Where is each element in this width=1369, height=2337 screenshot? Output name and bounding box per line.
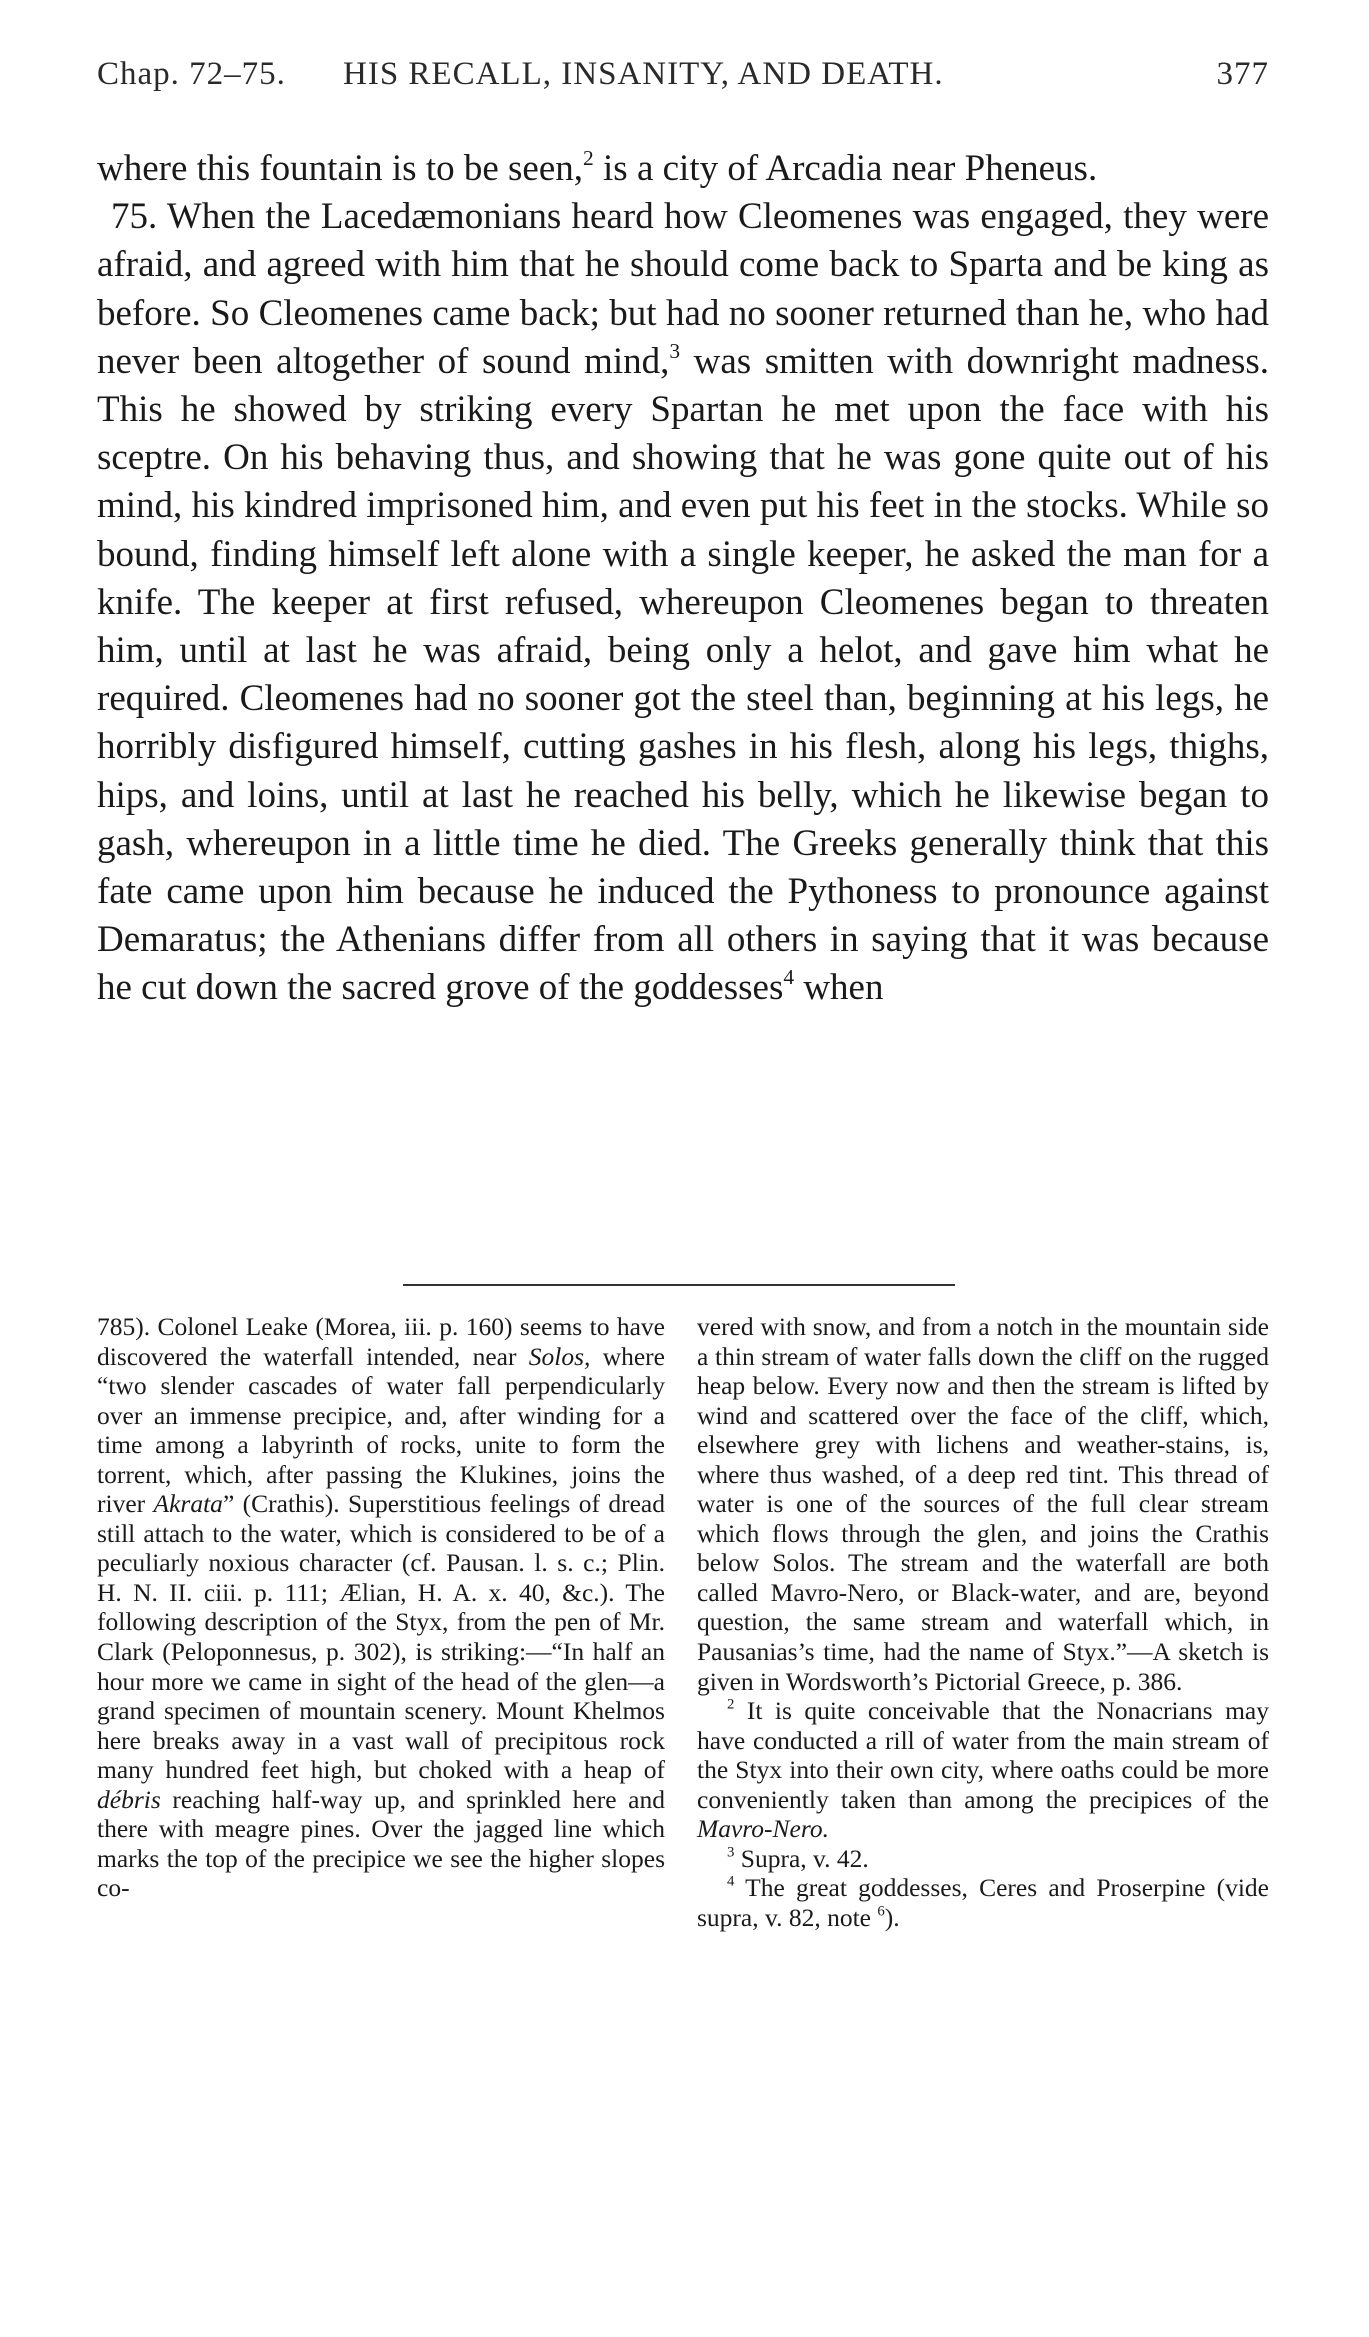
footnote-text: 785). Colonel Leake (Morea, iii. p. 160) seems to have discovered the waterfall intended, near [97,1312,665,1371]
footnote-text: The great goddesses, Ceres and Proserpine (vide supra, v. 82, note [697,1873,1269,1932]
main-text [97,145,1269,1013]
footnote-ref-3: 3 [669,338,681,363]
footnote-continued-left [97,1312,665,1903]
section-75-text-a: 75. When the Lacedæmonians heard how Cleomenes was engaged, they were afraid, and agreed with him that he should come back to Sparta and be king as before. So Cleomenes came back; but had no sooner returned than he, who had never been altogether of sound mind, [97,196,1269,382]
footnote-italic-akrata: Akrata [153,1489,223,1519]
footnote-italic-solos: Solos, [528,1341,591,1371]
footnote-ref-4: 4 [783,965,795,990]
footnote-text: Supra, v. 42. [734,1843,869,1873]
footnote-text: It is quite conceivable that the Nonacrians may have conducted a rill of water from the main stream of the Styx into their own city, where oaths could be more conveniently taken than among the precipices of the [697,1696,1269,1814]
chapter-range: Chap. 72–75. [97,56,286,92]
footnote-text: reaching half-way up, and sprinkled here and there with meagre pines. Over the jagged line which marks the top of the precipice we see the higher slopes co- [97,1784,665,1903]
footnote-2 [697,1696,1269,1844]
section-75-text-c: when [794,967,884,1009]
footnote-italic-debris: débris [97,1784,161,1814]
running-title: HIS RECALL, INSANITY, AND DEATH. [343,56,944,92]
footnote-text: where “two slender cascades of water fall perpendicularly over an immense precipice, and, after winding for a time among a labyrinth of rocks, unite to form the torrent, which, after passing the Klukines, joins the river [97,1341,665,1519]
footnote-continued-right [697,1312,1269,1696]
footnote-ref-6: 6 [877,1903,885,1920]
section-75-paragraph [97,193,1269,1012]
footnotes-left-column [97,1312,665,1903]
footnote-italic-mavro-nero: Mavro-Nero. [697,1814,829,1844]
footnote-number: 2 [727,1696,735,1713]
page-number: 377 [1216,56,1269,92]
footnotes-right-column [697,1312,1269,1932]
footnote-roman-numeral: II. [169,1577,193,1607]
footnote-text: ” (Crathis). Superstitious feelings of dread still attach to the water, which is considered to be of a peculiarly noxious character (cf. Pausan. l. s. c.; Plin. H. N. [97,1489,665,1607]
continued-text-end: is a city of Arcadia near Pheneus. [593,148,1098,189]
footnote-text: vered with snow, and from a notch in the mountain side a thin stream of water falls down the cliff on the rugged heap below. Every now and then the stream is lifted by wind and scattered over the face of the cliff, which, elsewhere grey with lichens and weather-stains, is, where thus washed, of a deep red tint. This thread of water is one of the sources of the full clear stream which flows through the glen, and joins the Crathis below Solos. The stream and the waterfall are both called Mavro-Nero, or Black-water, and are, beyond question, the same stream and waterfall which, in Pausanias’s time, had the name of Styx.”—A sketch is given in Wordsworth’s Pictorial Greece, p. 386. [697,1312,1269,1696]
footnote-text: ciii. p. 111; Ælian, H. A. x. 40, &c.). The following description of the Styx, from the pen of Mr. Clark (Peloponnesus, p. 302), is striking:—“In half an hour more we came in sight of the head of the glen—a grand specimen of mountain scenery. Mount Khelmos here breaks away in a vast wall of precipitous rock many hundred feet high, but choked with a heap of [97,1577,665,1785]
footnote-4 [697,1873,1269,1932]
continued-paragraph [97,145,1269,193]
footnote-text: ). [884,1902,900,1932]
footnote-divider [403,1284,955,1286]
footnote-3 [697,1844,1269,1874]
section-75-text-b: was smitten with downright madness. This he showed by striking every Spartan he met upon the face with his sceptre. On his behaving thus, and showing that he was gone quite out of his mind, his kindred imprisoned him, and even put his feet in the stocks. While so bound, finding himself left alone with a single keeper, he asked the man for a knife. The keeper at first refused, whereupon Cleomenes began to threaten him, until at last he was afraid, being only a helot, and gave him what he required. Cleomenes had no sooner got the steel than, beginning at his legs, he horribly disfigured himself, cutting gashes in his flesh, along his legs, thighs, hips, and loins, until at last he reached his belly, which he likewise began to gash, whereupon in a little time he died. The Greeks generally think that this fate came upon him because he induced the Pythoness to pronounce against Demaratus; the Athenians differ from all others in saying that it was because he cut down the sacred grove of the goddesses [97,340,1269,1009]
footnote-ref-2: 2 [583,145,594,170]
footnote-number: 3 [727,1844,735,1861]
footnote-number: 4 [727,1874,735,1891]
running-header [97,56,1269,106]
continued-text: where this fountain is to be seen, [97,148,584,189]
